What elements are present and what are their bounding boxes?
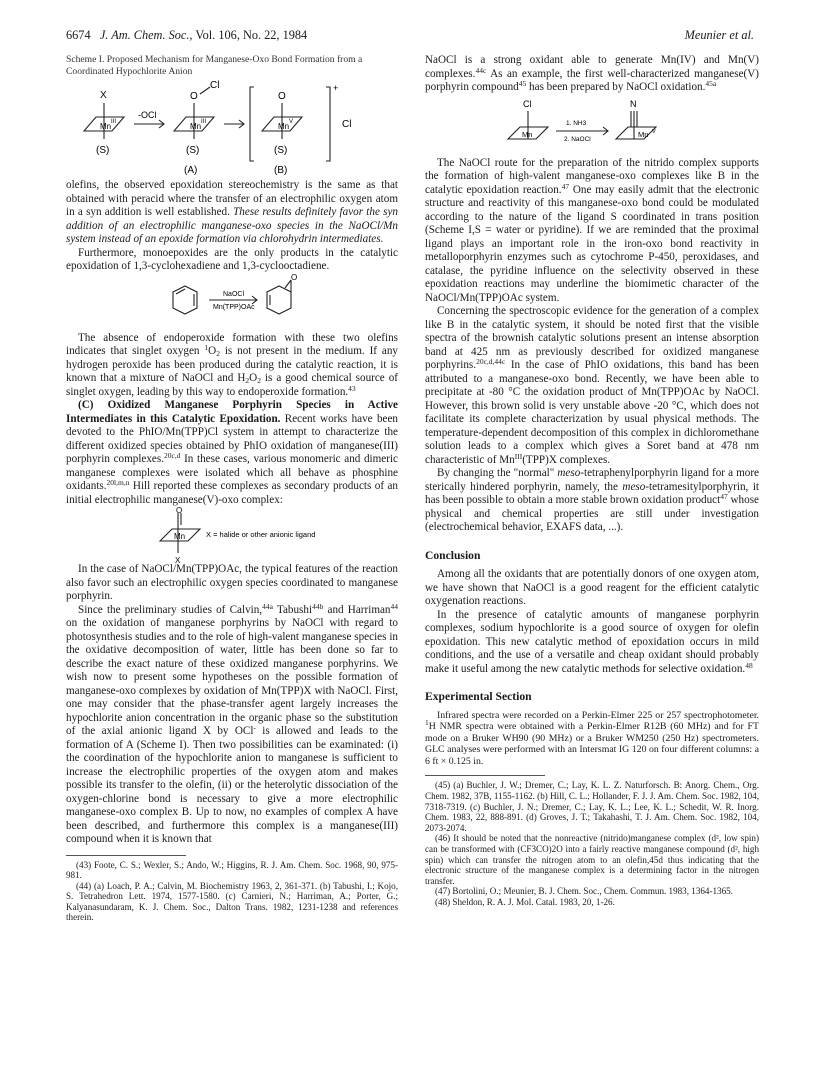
scheme1-mn-b-ox: V: [289, 119, 294, 125]
mnx-mn: Mn: [174, 532, 186, 541]
left-para-3: The absence of endoperoxide formation with these two olefins indicates that singlet oxygen $^1O_2$ is not present in the medium. If any hydrogen peroxide has been produced during the catalytic reaction, it is known that a mixture of NaOCl and $H_2O_2$ is a good chemical source of singlet oxygen, leading by this way to endoperoxide formation.$^{43}$: [66, 331, 398, 398]
footnote-rule: [66, 855, 186, 856]
conclusion-para-2: In the presence of catalytic amounts of manganese porphyrin complexes, sodium hypochlorite is a good source of oxygen for olefin epoxidation. This new catalytic method of epoxidation occurs in mild conditions, and the use of a versatile and cheap oxidant should probably make it useful among the new catalytic methods for selective oxidation.$^{48}$: [425, 608, 759, 675]
epox-reagent-top: NaOCl: [223, 290, 245, 298]
scheme1-caption: Scheme I. Proposed Mechanism for Manganese-Oxo Bond Formation from a Coordinated Hypochlorite Anion: [66, 54, 363, 77]
left-para-1: olefins, the observed epoxidation stereochemistry is the same as that obtained with peracid where the transfer of an electrophilic oxygen atom in a syn addition is well established. These results definitely favor the syn addition of an electrophilic manganese-oxo species in the NaOCl/Mn system instead of an epoxide formation via chlorohydrin intermediates.: [66, 179, 398, 245]
mnx-x: X: [175, 556, 181, 563]
scheme1-mn-a: Mn: [190, 122, 202, 131]
footnote-43: (43) Foote, C. S.; Wexler, S.; Ando, W.; Higgins, R. J. Am. Chem. Soc. 1968, 90, 975-981.: [66, 859, 398, 881]
footnote-44: (44) (a) Loach, P. A.; Calvin, M. Biochemistry 1963, 2, 361-371. (b) Tabushi, I.; Kojo, S. Tetrahedron Lett. 1974, 1577-1580. (c) Carnieri, N.; Harriman, A.; Porter, G.; Kalyanasundaram, K. J. Chem. Soc., Dalton Trans. 1982, 1231-1238 and references therein.: [66, 880, 398, 923]
left-footnotes: [66, 860, 398, 924]
conclusion-para-1: Among all the oxidants that are potentially donors of one oxygen atom, we have shown that NaOCl is a good reagent for the efficient catalytic oxygenation reactions.: [425, 568, 759, 607]
footnote-46: (46) It should be noted that the nonreactive (nitrido)manganese complex (d², low spin) can be transformed with (CF3CO)2O into a fairly reactive manganese compound (d², high spin) which can transfer the nitrogen atom to an olefin,45d thus indicating that the electronic structure of the manganese complex is a determining factor in the nitrogen transfer.: [425, 833, 759, 886]
page-header: [66, 28, 754, 46]
scheme1-mn-b: Mn: [278, 122, 290, 131]
scheme1-mn1-ox: III: [111, 119, 117, 125]
scheme1-figure: [66, 79, 398, 179]
scheme1-x-label: X: [100, 90, 107, 101]
epox-reagent-bottom: Mn(TPP)OAc: [213, 303, 255, 311]
footnote-48: (48) Sheldon, R. A. J. Mol. Catal. 1983, 20, 1-26.: [435, 897, 615, 907]
left-para-5: In the case of NaOCl/Mn(TPP)OAc, the typical features of the reaction also favor such an electrophilic oxygen species coordinated to manganese porphyrin.: [66, 563, 398, 602]
left-para-4: (C) Oxidized Manganese Porphyrin Species in Active Intermediates in this Catalytic Epoxidation. Recent works have been devoted to the PhIO/Mn(TPP)Cl system in attempt to characterize the different oxidized species obtained by PhIO oxidation of manganese(III) porphyrin complexes.$^{20c,d}$ In these cases, various monomeric and dimeric manganese complexes were isolated which all behave as phosphine oxidants.$^{20l,m,n}$ Hill reported these complexes as secondary products of an initial electrophilic manganese(V)-oxo complex:: [66, 399, 398, 506]
left-para-6: Since the preliminary studies of Calvin,$^{44a}$ Tabushi$^{44b}$ and Harriman$^{44}$ on the oxidation of manganese porphyrins by NaOCl with regard to photosynthesis studies and to the role of high-valent manganese species in the oxidative decomposition of water, little has been done so far to describe the exact nature of these oxidized manganese porphyrins. We wish now to present some hypotheses on the possible formation of manganese-oxo complexes by oxidation of Mn(TPP)X with NaOCl. First, one may consider that the phase-transfer agent largely increases the hypochlorite anion concentration in the organic phase so the substitution of the axial anionic ligand X by OCl- is allowed and leads to the formation of A (Scheme I). Then two possibilities can be examinated: (i) the coordination of the hypochlorite anion to manganese is sufficient to increase the electrophilic properties of the oxygen atom and makes possible its transfer to the olefin, (ii) or the heterolytic dissociation of the oxygen-chlorine bond is necessary to give a more electrophilic manganese-oxo complex B. Up to now, no examples of complex A have been described, and furthermore this complex is a manganese(III) compound when it is known that: [66, 601, 398, 845]
experimental-para-1: Infrared spectra were recorded on a Perkin-Elmer 225 or 257 spectrophotometer. $^1$H NMR spectra were obtained with a Perkin-Elmer R12B (60 MHz) and for FT mode on a Bruker WH90 (90 MHz) or a Bruker WM250 (250 Hz) spectrometers. GLC analyses were performed with an Intersmat IG 120 on four different columns: a 6 ft × 0.125 in.: [425, 709, 759, 767]
page-number: 6674: [66, 28, 91, 42]
right-para-3: Concerning the spectroscopic evidence for the generation of a complex like B in the catalytic system, it should be noted first that the visible spectra of the brownish catalytic solutions present an intense absorption band at 425 nm as previously described for oxidized manganese porphyrins.$^{20c,d,44c}$ In the case of PhIO oxidations, this band has been attributed to a manganese-oxo bond. Recently, we have been able to precipitate at -80 °C the oxidation product of Mn(TPP)OAc by NaOCl. However, this brown solid is very unstable above -20 °C, which does not facilitate its complete characterization by usual physical methods. The temperature-dependent decomposition of this complex in dichloromethane solution leads to a complex which gives a Soret band at 478 nm characteristic of $Mn^{III}(TPP)X$ complexes.: [425, 305, 759, 466]
nitrido-mn: Mn: [522, 129, 533, 139]
nitrido-step2: 2. NaOCl: [564, 135, 591, 143]
left-column: [66, 54, 398, 923]
right-footnotes: [425, 780, 759, 907]
right-column: [425, 54, 759, 908]
scheme1-s-b: (S): [274, 145, 288, 156]
left-para-2: Furthermore, monoepoxides are the only products in the catalytic epoxidation of 1,3-cyclohexadiene and 1,3-cyclooctadiene.: [66, 246, 398, 272]
journal-name: J. Am. Chem. Soc.,: [99, 28, 193, 42]
nitrido-n: N: [630, 98, 637, 109]
volume-info: Vol. 106, No. 22, 1984: [195, 28, 308, 42]
scheme1-chloride: Cl: [342, 119, 352, 130]
nitrido-step1: 1. NH3: [566, 119, 587, 127]
right-para-4: By changing the "normal" meso-tetraphenylporphyrin ligand for a more sterically hindered porphyrin, namely, the meso-tetramesitylporphyrin, it has been possible to obtain a more stable brown oxidation product$^{47}$ whose physical and chemical properties are still under investigation (electrochemical behavior, EXAFS data, ...).: [425, 467, 760, 533]
scheme1-mn1: Mn: [100, 122, 112, 131]
scheme1-cl-a: Cl: [210, 80, 220, 91]
scheme1-o-b: O: [278, 91, 286, 102]
right-para-1: NaOCl is a strong oxidant able to generate Mn(IV) and Mn(V) complexes.$^{44c}$ As an example, the first well-characterized manganese(V) porphyrin compound$^{45}$ has been prepared by NaOCl oxidation.$^{45a}$: [425, 54, 759, 93]
mn-oxo-complex-scheme: [112, 507, 352, 563]
nitrido-cl: Cl: [523, 98, 532, 109]
scheme1-o-a: O: [190, 91, 198, 102]
mnx-oxygen: O: [176, 507, 183, 515]
scheme1-s-a: (S): [186, 145, 200, 156]
scheme1-plus: +: [333, 83, 339, 93]
conclusion-heading: Conclusion: [425, 548, 481, 562]
nitrido-mn5-ox: V: [652, 128, 656, 135]
experimental-heading: Experimental Section: [425, 690, 532, 703]
scheme1-s1: (S): [96, 145, 110, 156]
scheme1-label-a: (A): [184, 165, 198, 176]
header-left: [66, 28, 307, 43]
footnote-47: (47) Bortolini, O.; Meunier, B. J. Chem. Soc., Chem. Commun. 1983, 1364-1365.: [435, 886, 733, 897]
scheme1-mn-a-ox: III: [201, 119, 207, 125]
right-para-2: The NaOCl route for the preparation of the nitrido complex supports the formation of high-valent manganese-oxo complexes like B in the catalytic epoxidation reaction.$^{47}$ One may easily admit that the electronic structure and reactivity of this manganese-oxo bond could be modulated according to the nature of the ligand S coordinated in trans position (Scheme I,S = water or pyridine). If we are reminded that the proximal ligand plays an important role in the iron-oxo bond reactivity in metalloporphyrin enzymes such as cytochrome P-450, peroxidases, and catalase, the pyridine influence on the selectivity observed in these epoxidation reactions may underline the biomimetic character of the NaOCl/Mn(TPP)OAc system.: [425, 156, 760, 304]
scheme1-label-b: (B): [274, 165, 288, 176]
nitrido-mn5: Mn: [638, 129, 649, 139]
epox-oxygen: O: [291, 273, 298, 282]
scheme1-reagent: -OCl: [138, 110, 157, 120]
footnote-rule-right: [425, 775, 545, 776]
mnx-caption: X = halide or other anionic ligand: [206, 530, 316, 539]
header-authors: Meunier et al.: [684, 28, 754, 42]
footnote-45: (45) (a) Buchler, J. W.; Dremer, C.; Lay, K. L. Z. Naturforsch. B: Anorg. Chem., Org. Chem. 1982, 37B, 1155-1162. (b) Hill, C. L.; Hollander, F. J. J. Am. Chem. Soc. 1982, 104, 7318-7319. (c) Buchler, J. N.; Dremer, C.; Lay, K. L.; Lee, K. L.; Schedit, W. R. Inorg. Chem. 1983, 22, 888-891. (d) Groves, J. T.; Takahashi, T. J. Am. Chem. Soc. 1982, 104, 2073-2074.: [425, 780, 759, 833]
epoxidation-scheme: [157, 274, 307, 332]
nitrido-scheme: [492, 95, 692, 157]
